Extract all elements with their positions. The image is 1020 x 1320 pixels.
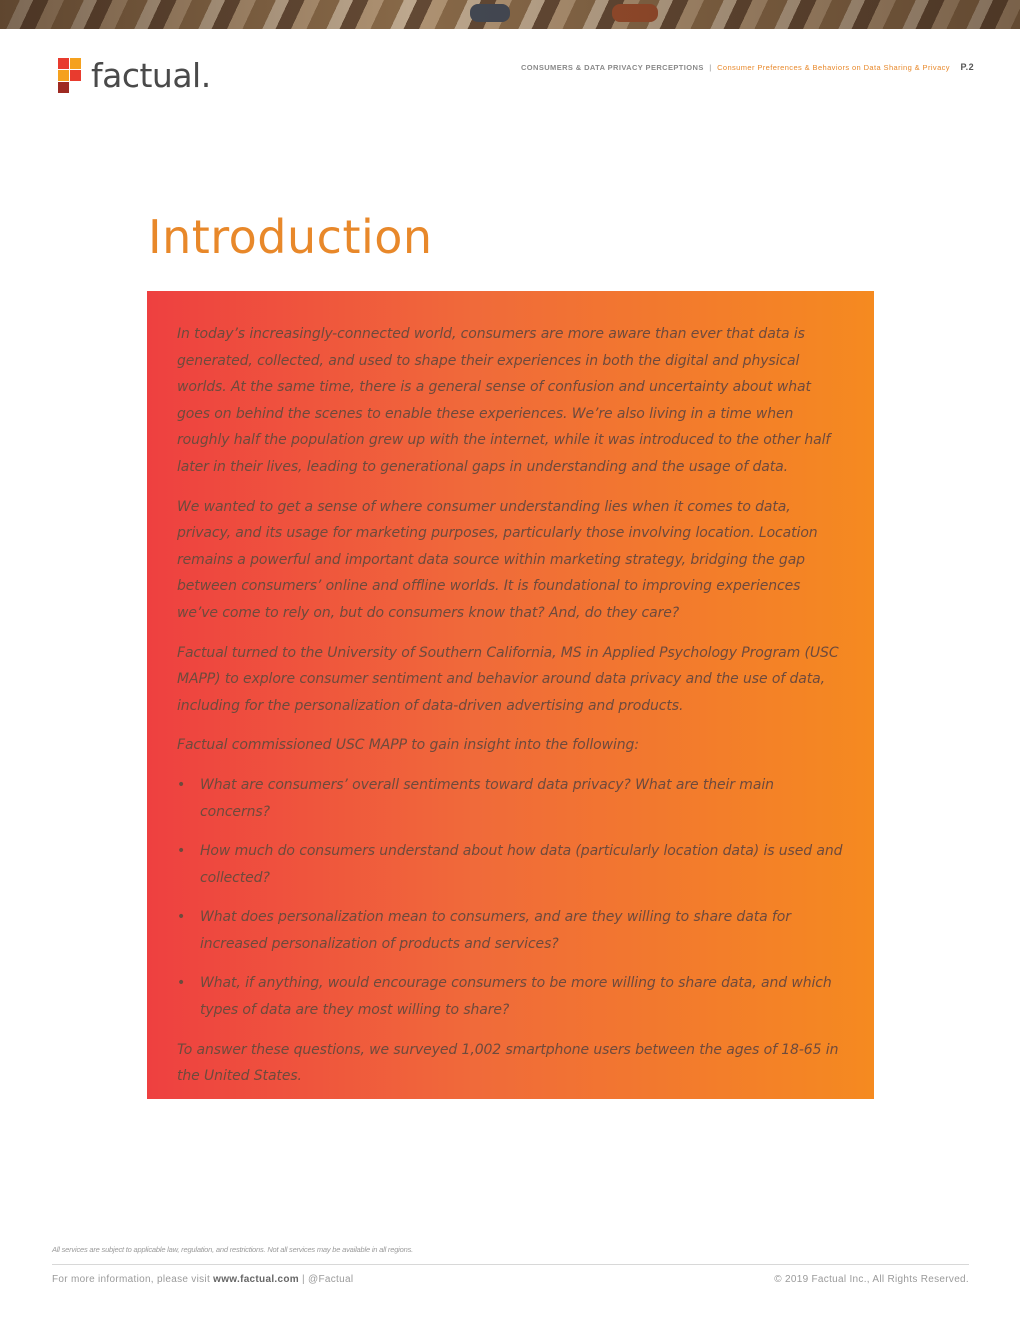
closing-paragraph: To answer these questions, we surveyed 1,002 smartphone users between the ages of 18-65 in the United States.: [177, 1041, 839, 1085]
footer-divider: [52, 1264, 969, 1265]
list-item-text: What does personalization mean to consumers, and are they willing to share data for increased personalization of products and services?: [200, 909, 791, 952]
list-item-text: What are consumers’ overall sentiments toward data privacy? What are their main concerns?: [200, 776, 774, 820]
intro-panel: [147, 291, 874, 1099]
bullet-icon: •: [177, 909, 186, 926]
footer-info: [52, 1274, 353, 1285]
factual-logo[interactable]: [58, 58, 218, 94]
factual-logo-mark-icon: [58, 58, 86, 94]
list-item: [177, 772, 844, 825]
bullet-icon: •: [177, 843, 186, 860]
question-list: [177, 772, 844, 1024]
bullet-icon: •: [177, 975, 186, 992]
header-photo-banner: [0, 0, 1020, 29]
intro-paragraph: We wanted to get a sense of where consumer understanding lies when it comes to data, privacy, and its usage for marketing purposes, particularly those involving location. Location remains a powerful and important data source within marketing strategy, bridging the gap between consumers’ online and offline worlds. It is foundational to improving experiences we’ve come to rely on, but do consumers know that? And, do they care?: [177, 498, 818, 621]
intro-paragraph: In today’s increasingly-connected world, consumers are more aware than ever that data is generated, collected, and used to shape their experiences in both the digital and physical worlds. At the same time, there is a general sense of confusion and uncertainty about what goes on behind the scenes to enable these experiences. We’re also living in a time when roughly half the population grew up with the internet, while it was introduced to the other half later in their lives, leading to generational gaps in understanding and the usage of data.: [177, 326, 831, 475]
website-link[interactable]: www.factual.com: [213, 1274, 299, 1285]
list-item: [177, 838, 844, 891]
running-separator: |: [709, 63, 712, 72]
intro-paragraph: Factual turned to the University of Southern California, MS in Applied Psychology Program (USC MAPP) to explore consumer sentiment and behavior around data privacy and the use of data, including for the personalization of data-driven advertising and products.: [177, 644, 839, 714]
footer-copyright: © 2019 Factual Inc., All Rights Reserved.: [774, 1274, 969, 1285]
page-number: P.2: [960, 62, 974, 72]
banner-figure: [470, 4, 510, 22]
intro-paragraph: Factual commissioned USC MAPP to gain insight into the following:: [177, 737, 639, 754]
list-item-text: How much do consumers understand about how data (particularly location data) is used and collected?: [200, 843, 843, 886]
running-header: [521, 62, 974, 72]
bullet-icon: •: [177, 776, 186, 793]
footer-disclaimer: All services are subject to applicable law, regulation, and restrictions. Not all services may be available in all regions.: [52, 1245, 414, 1254]
list-item: [177, 904, 844, 957]
running-section: CONSUMERS & DATA PRIVACY PERCEPTIONS: [520, 63, 704, 72]
running-topic: Consumer Preferences & Behaviors on Data Sharing & Privacy: [717, 63, 950, 72]
logo-wordmark: factual.: [91, 56, 211, 95]
list-item-text: What, if anything, would encourage consumers to be more willing to share data, and which types of data are they most willing to share?: [200, 975, 832, 1019]
list-item: [177, 970, 844, 1023]
banner-figure: [612, 4, 658, 22]
footer-info-suffix: | @Factual: [298, 1274, 354, 1285]
page-title: Introduction: [148, 210, 433, 264]
footer-info-prefix: For more information, please visit: [52, 1274, 214, 1285]
